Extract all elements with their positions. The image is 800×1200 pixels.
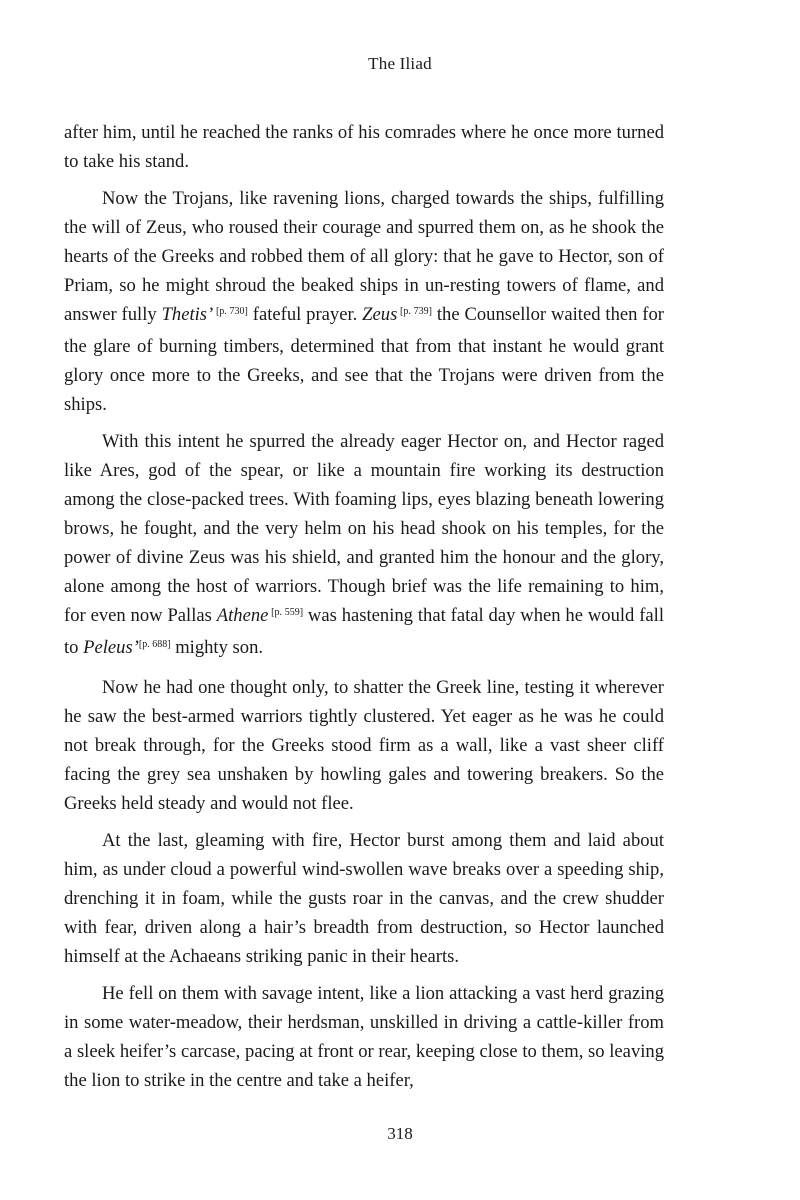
text-run: Now the Trojans, like ravening lions, charged towards the ships, fulfilling the will of Zeus, who roused their courage and spurred them on, as he shook the hearts of the Greeks and robbed them of all glory: that he gave to Hector, son of Priam, so he might shroud the beaked ships in un-resting towers of flame, and answer fully (64, 188, 664, 325)
paragraph-5 (64, 826, 664, 971)
paragraph-3 (64, 427, 664, 665)
text-run: fateful prayer. (247, 304, 363, 325)
running-head-title: The Iliad (368, 54, 432, 73)
paragraph-1 (64, 118, 664, 176)
text-run: At the last, gleaming with fire, Hector burst among them and laid about him, as under cloud a powerful wind-swollen wave breaks over a speeding ship, drenching it in foam, while the gusts roar in the canvas, and the crew shudder with fear, driven along a hair’s breadth from destruction, so Hector launched himself at the Achaeans striking panic in their hearts. (64, 830, 664, 967)
text-run: Now he had one thought only, to shatter the Greek line, testing it wherever he saw the best-armed warriors tightly clustered. Yet eager as he was he could not break through, for the Greeks stood firm as a wall, like a vast sheer cliff facing the grey sea unshaken by howling gales and towering breakers. So the Greeks held steady and would not flee. (64, 677, 664, 814)
page-reference: [p. 730] (213, 306, 248, 317)
text-run: after him, until he reached the ranks of his comrades where he once more turned to take his stand. (64, 122, 664, 172)
paragraph-4 (64, 673, 664, 818)
page-reference: [p. 739] (397, 306, 432, 317)
page-number: 318 (387, 1124, 413, 1143)
text-run: mighty son. (170, 637, 264, 658)
name-link-peleus[interactable]: Peleus’ (83, 637, 139, 658)
text-run: With this intent he spurred the already eager Hector on, and Hector raged like Ares, god of the spear, or like a mountain fire working its destruction among the close-packed trees. With foaming lips, eyes blazing beneath lowering brows, he fought, and the very helm on his head shook on his temples, for the power of divine Zeus was his shield, and granted him the honour and the glory, alone among the host of warriors. Though brief was the life remaining to him, for even now Pallas (64, 431, 664, 626)
text-run: He fell on them with savage intent, like a lion attacking a vast herd grazing in some water-meadow, their herdsman, unskilled in driving a cattle-killer from a sleek heifer’s carcase, pacing at front or rear, keeping close to them, so leaving the lion to strike in the centre and take a heifer, (64, 983, 664, 1091)
body-text (64, 118, 664, 1103)
paragraph-2 (64, 184, 664, 419)
page-reference: [p. 688] (138, 639, 171, 650)
paragraph-6 (64, 979, 664, 1095)
name-link-zeus[interactable]: Zeus (362, 304, 398, 325)
text-run: was hastening that fatal day when he would fall to (64, 605, 665, 658)
text-run: the Counsellor waited then for the glare of burning timbers, determined that from that instant he would grant glory once more to the Greeks, and see that the Trojans were driven from the ships. (64, 304, 664, 415)
name-link-athene[interactable]: Athene (216, 605, 269, 626)
name-link-thetis[interactable]: Thetis’ (161, 304, 214, 325)
page-reference: [p. 559] (268, 607, 304, 618)
